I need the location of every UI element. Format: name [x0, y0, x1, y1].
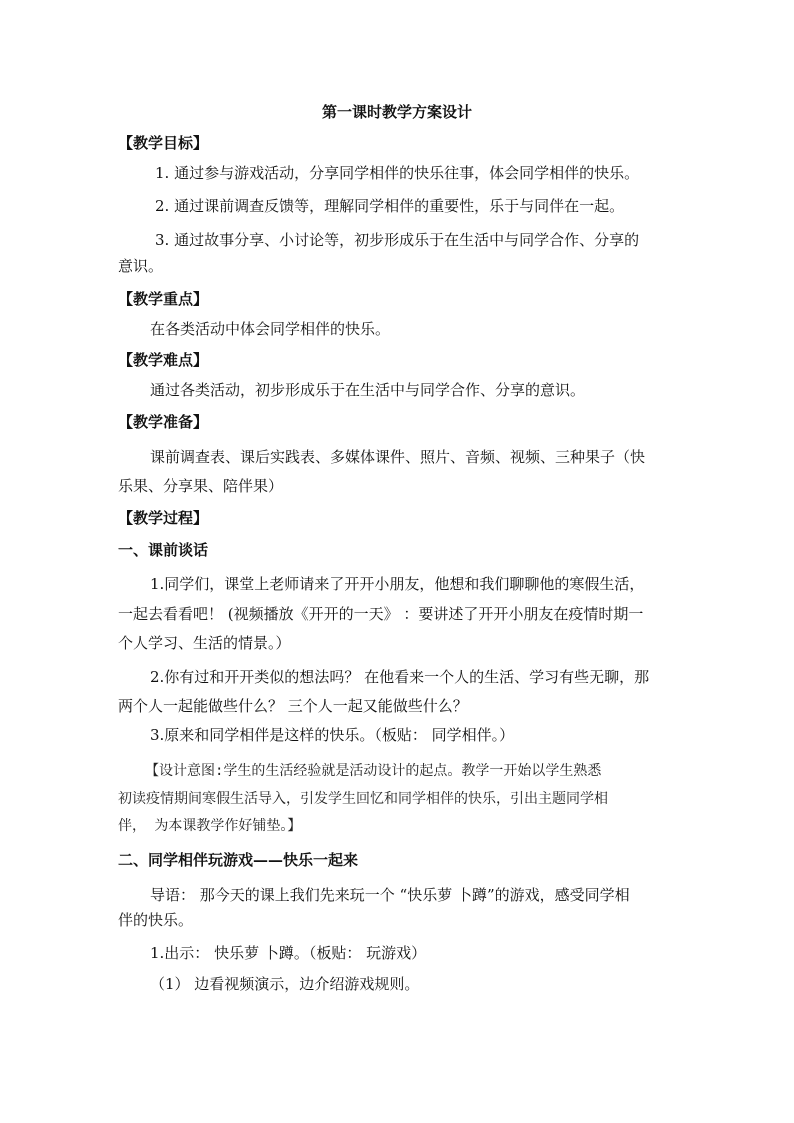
objective-3-line-2: 意识。: [118, 257, 164, 275]
preparation-heading: 【教学准备】: [118, 413, 209, 431]
key-point-text: 在各类活动中体会同学相伴的快乐。: [150, 320, 391, 338]
design-note-line-1: 【设计意图:学生的生活经验就是活动设计的起点。教学一开始以学生熟悉: [145, 763, 602, 779]
difficulty-heading: 【教学难点】: [118, 351, 209, 369]
part-1-para-1-line-2: 一起去看看吧！ (视频播放《开开的一天》 ：要讲述了开开小朋友在疫情时期一: [118, 605, 644, 623]
objectives-heading: 【教学目标】: [118, 134, 209, 152]
objective-1: 1. 通过参与游戏活动，分享同学相伴的快乐往事，体会同学相伴的快乐。: [155, 164, 640, 182]
part-1-para-2-line-1: 2.你有过和开开类似的想法吗？ 在他看来一个人的生活、学习有些无聊，那: [150, 668, 650, 686]
part-2-step-1-sub-1: （1） 边看视频演示，边介绍游戏规则。: [150, 975, 420, 993]
objective-3-line-1: 3. 通过故事分享、小讨论等，初步形成乐于在生活中与同学合作、分享的: [155, 231, 640, 249]
preparation-line-1: 课前调查表、课后实践表、多媒体课件、照片、音频、视频、三种果子（快: [150, 448, 646, 466]
key-point-heading: 【教学重点】: [118, 290, 209, 308]
part-1-para-2-line-2: 两个人一起能做些什么？ 三个人一起又能做些什么？: [118, 697, 468, 715]
preparation-line-2: 乐果、分享果、陪伴果）: [118, 477, 284, 495]
process-heading: 【教学过程】: [118, 509, 209, 527]
part-2-intro-line-1: 导语： 那今天的课上我们先来玩一个 “快乐萝 卜蹲”的游戏，感受同学相: [150, 886, 630, 904]
part-2-heading: 二、同学相伴玩游戏——快乐一起来: [118, 851, 359, 869]
objective-2: 2. 通过课前调查反馈等，理解同学相伴的重要性，乐于与同伴在一起。: [155, 197, 625, 215]
part-1-para-1-line-3: 个人学习、生活的情景。）: [118, 634, 291, 652]
design-note-line-3: 伴， 为本课教学作好铺垫。】: [118, 818, 302, 834]
part-1-para-1-line-1: 1.同学们，课堂上老师请来了开开小朋友，他想和我们聊聊他的寒假生活，: [150, 575, 645, 593]
part-1-heading: 一、课前谈话: [118, 541, 209, 559]
part-2-step-1: 1.出示： 快乐萝 卜蹲。（板贴： 玩游戏）: [150, 944, 427, 962]
page-title: 第一课时教学方案设计: [321, 103, 472, 121]
part-2-intro-line-2: 伴的快乐。: [118, 911, 194, 929]
design-note-line-2: 初读疫情期间寒假生活导入，引发学生回忆和同学相伴的快乐，引出主题同学相: [118, 791, 608, 807]
difficulty-text: 通过各类活动，初步形成乐于在生活中与同学合作、分享的意识。: [150, 381, 586, 399]
part-1-para-3: 3.原来和同学相伴是这样的快乐。（板贴： 同学相伴。）: [150, 726, 515, 744]
